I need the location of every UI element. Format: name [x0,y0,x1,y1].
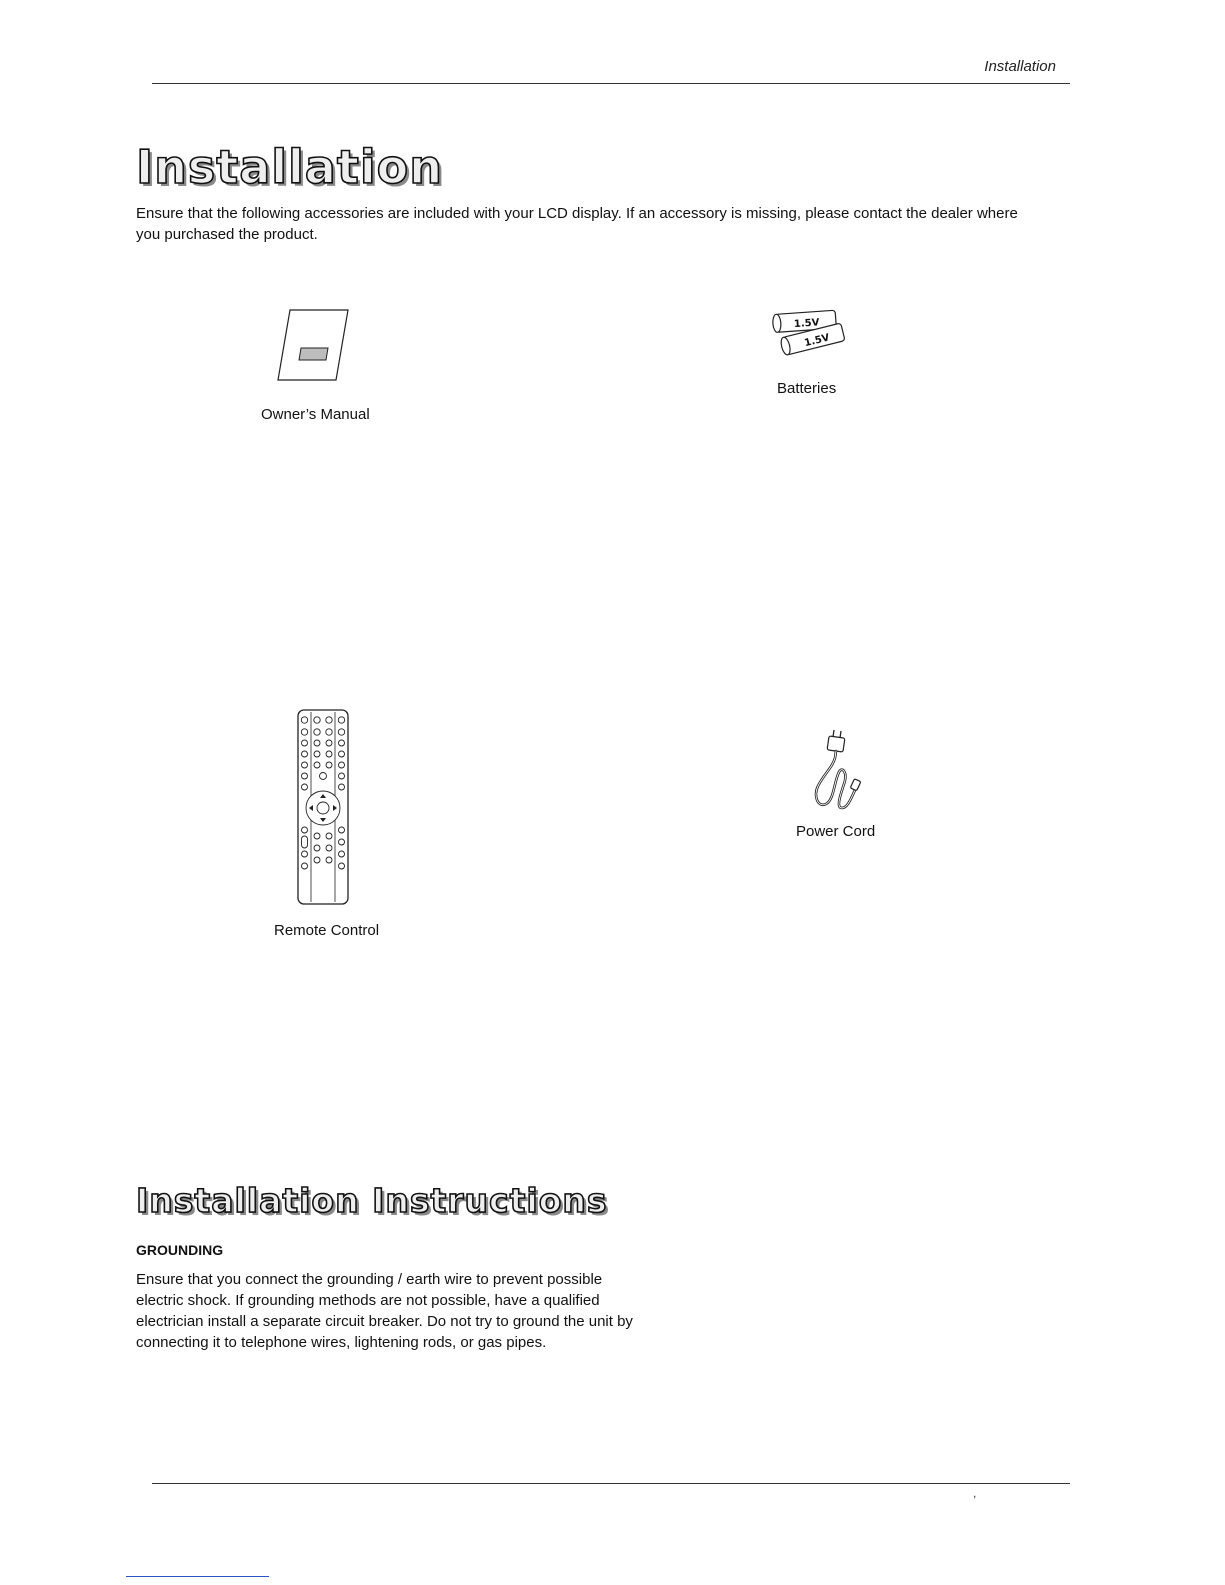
manual-icon [276,308,352,382]
grounding-paragraph: Ensure that you connect the grounding / earth wire to prevent possible electric shock. If grounding methods are not possible, have a qualified electrician install a separate circuit breaker. Do not try to ground the unit by connecting it to telephone wires, lightening rods, or gas pipes. [136,1271,633,1351]
accessory-remote-control [296,708,350,906]
accessory-power-cord [808,728,864,814]
footer-rule [152,1483,1070,1484]
accessory-label-batteries: Batteries [777,380,837,397]
accessory-batteries [770,308,850,356]
header-rule [152,83,1070,84]
page-mark: , [973,1486,977,1500]
grounding-heading: GROUNDING [136,1242,224,1258]
power-cord-icon [808,728,864,814]
running-header: Installation [984,58,1056,75]
intro-paragraph: Ensure that the following accessories are included with your LCD display. If an accessory is missing, please contact the dealer where you purchased the product. [136,205,1018,243]
page-title: Installation [136,140,443,194]
accessory-label-power-cord: Power Cord [796,823,876,840]
section-title-installation-instructions: Installation Instructions [136,1181,608,1220]
battery-voltage-label: 1.5V [793,317,820,331]
link-underline[interactable] [126,1576,269,1577]
accessory-label-owners-manual: Owner’s Manual [261,406,370,423]
accessory-owners-manual [276,308,352,382]
remote-control-icon [296,708,350,906]
accessory-label-remote-control: Remote Control [274,922,380,939]
battery-voltage-label: 1.5V [803,332,831,350]
batteries-icon [770,308,850,356]
